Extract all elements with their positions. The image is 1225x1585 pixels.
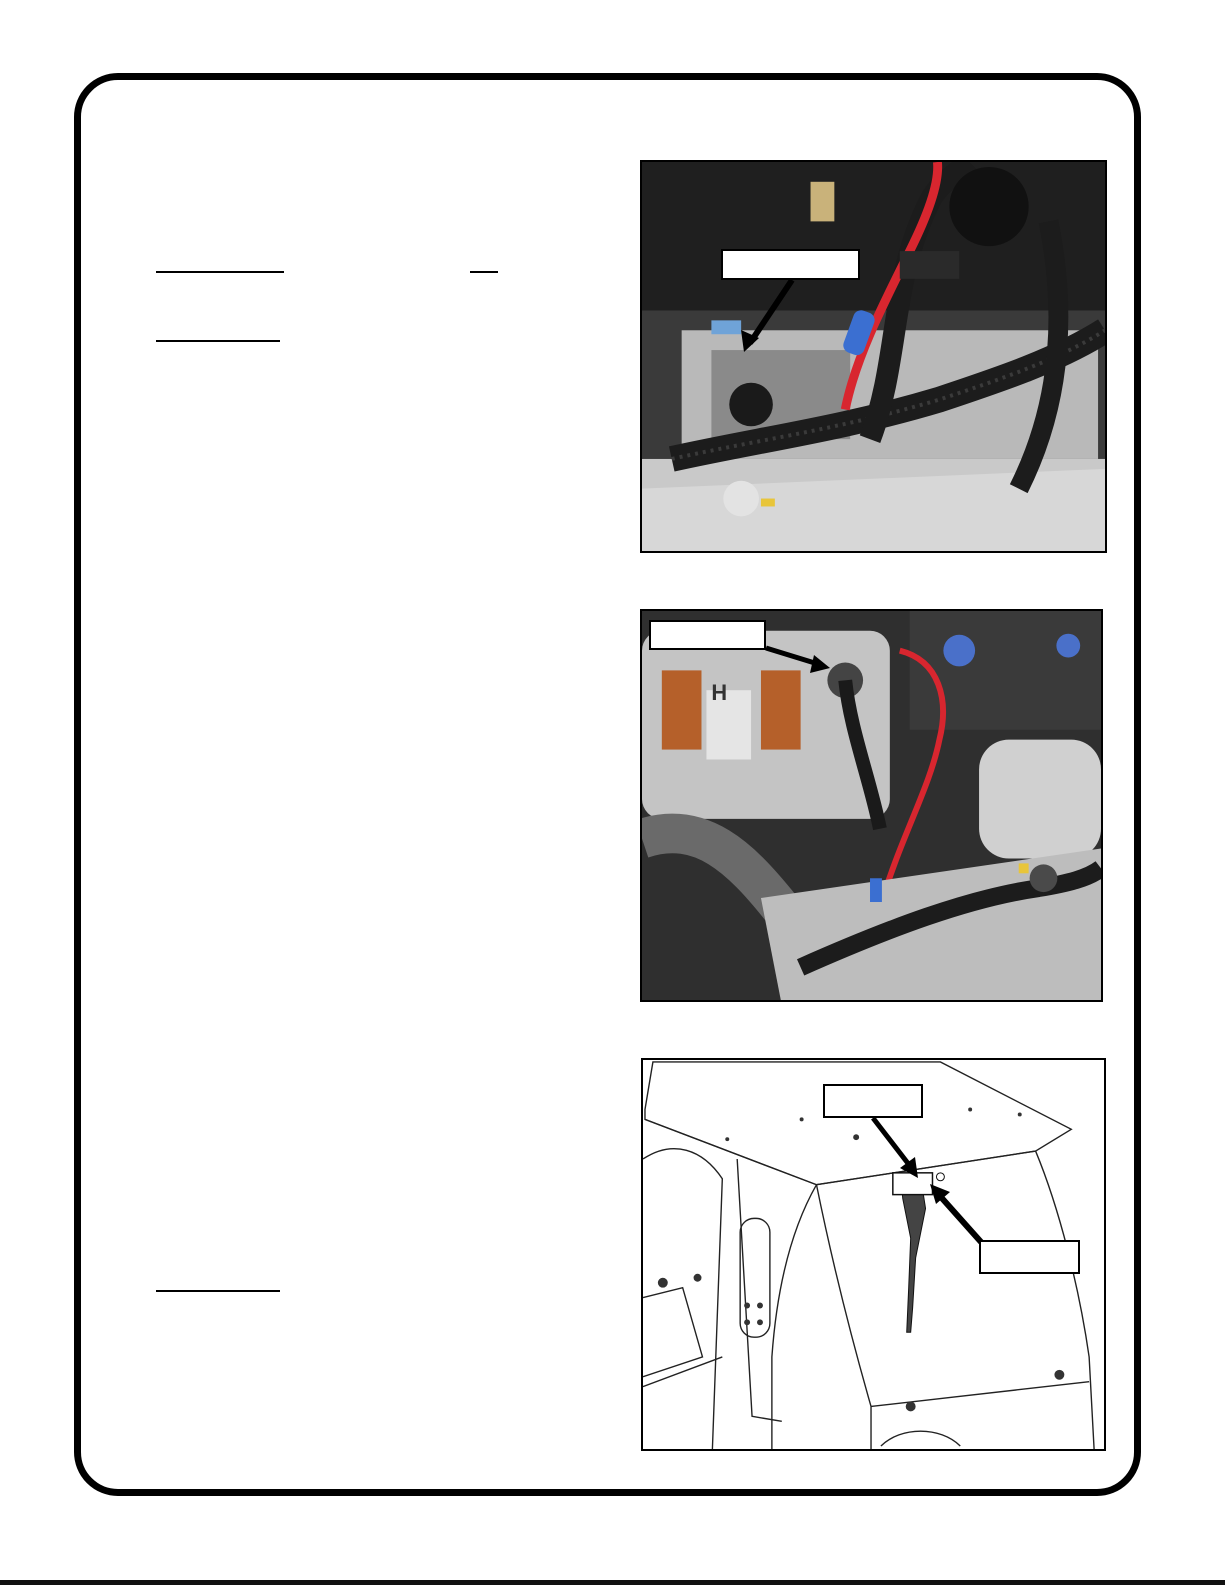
harness-callout-label bbox=[721, 249, 860, 280]
heading-underline-2 bbox=[470, 271, 498, 273]
harness-photo-illustration bbox=[642, 162, 1105, 551]
page-footer-rule bbox=[0, 1580, 1225, 1585]
alternator-callout-label bbox=[649, 620, 766, 650]
svg-text:H: H bbox=[711, 680, 728, 706]
cab-right-callout-label bbox=[979, 1240, 1080, 1274]
heading-underline-3 bbox=[156, 340, 280, 342]
heading-underline-4 bbox=[156, 1290, 280, 1292]
heading-underline-1 bbox=[156, 271, 284, 273]
alternator-photo-illustration bbox=[642, 611, 1101, 1000]
figure-alternator-photo bbox=[640, 609, 1103, 1002]
figure-harness-photo bbox=[640, 160, 1107, 553]
cab-top-callout-label bbox=[823, 1084, 923, 1118]
